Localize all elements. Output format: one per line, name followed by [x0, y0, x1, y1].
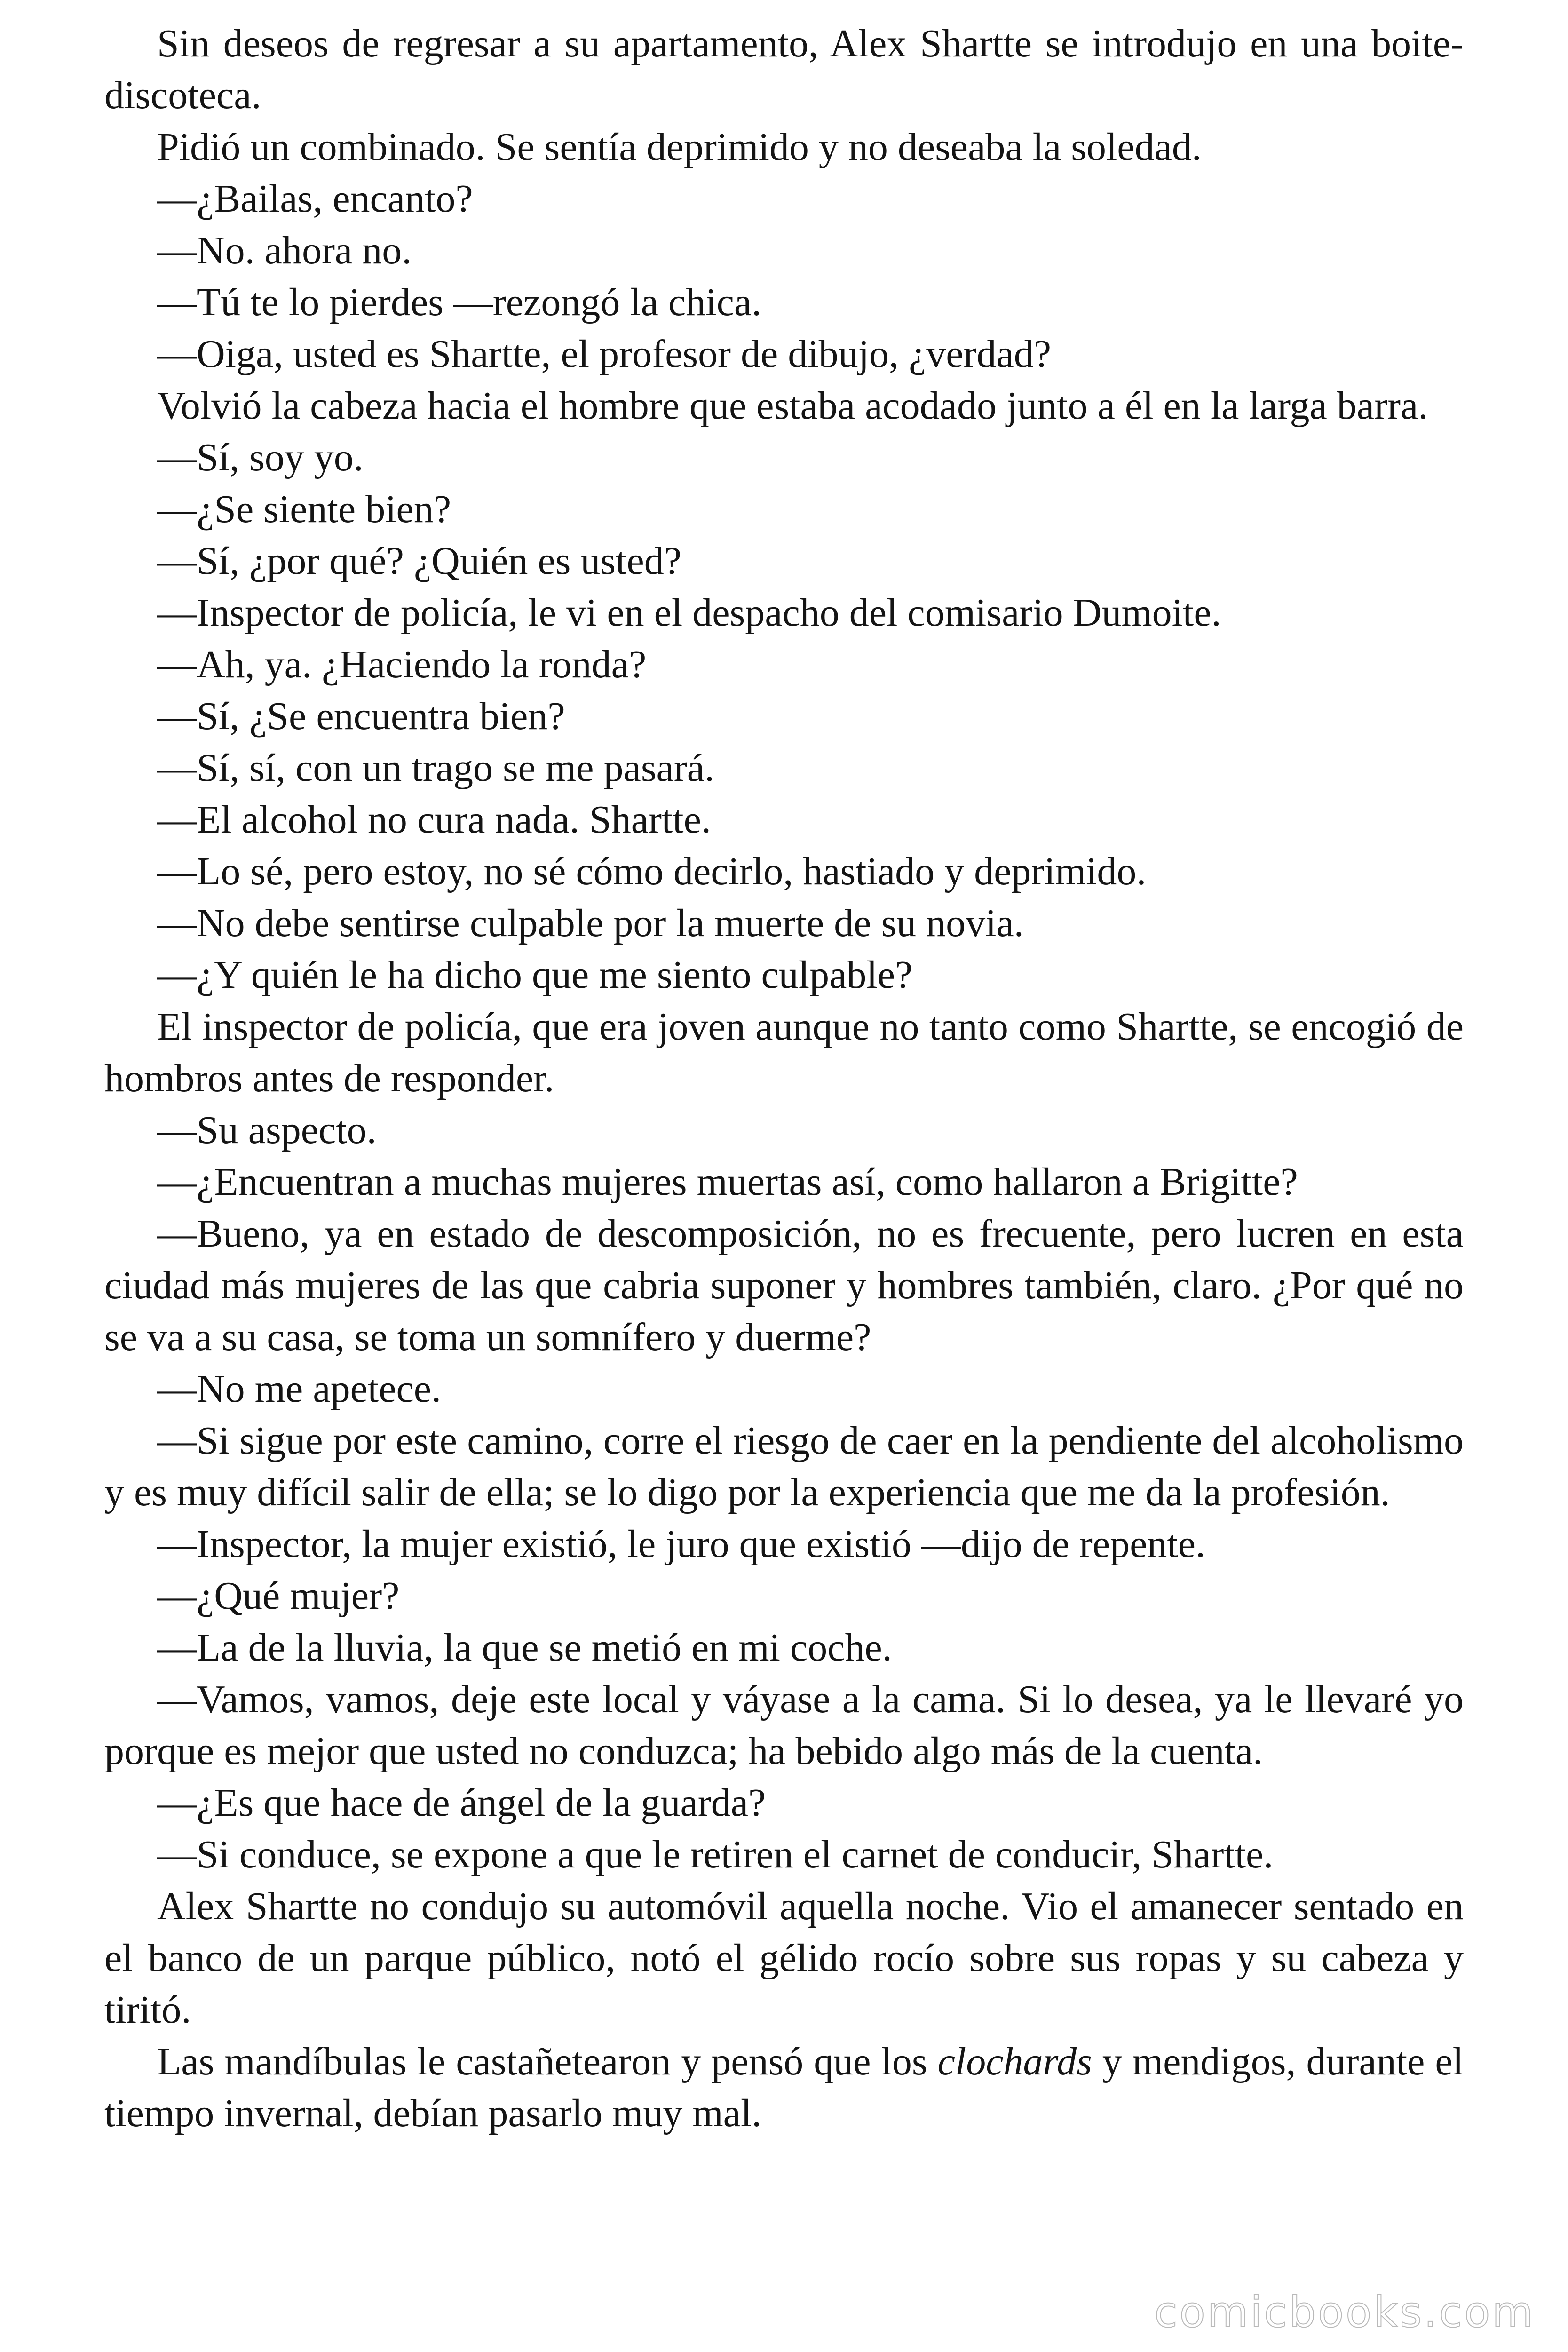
paragraph: —Lo sé, pero estoy, no sé cómo decirlo, hastiado y deprimido.	[157, 850, 1147, 893]
paragraph: —¿Qué mujer?	[157, 1574, 400, 1618]
paragraph: —Inspector, la mujer existió, le juro que existió —dijo de repente.	[157, 1522, 1206, 1566]
watermark: comicbooks.com	[1154, 2288, 1535, 2337]
paragraph: —Si sigue por este camino, corre el riesgo de caer en la pendiente del alcoholismo y es muy difícil salir de ella; se lo digo por la experiencia que me da la profesión.	[104, 1419, 1464, 1514]
paragraph: —Ah, ya. ¿Haciendo la ronda?	[157, 643, 647, 686]
paragraph: —El alcohol no cura nada. Shartte.	[157, 798, 711, 842]
paragraph: —Sí, sí, con un trago se me pasará.	[157, 746, 715, 790]
paragraph: —¿Es que hace de ángel de la guarda?	[157, 1781, 766, 1825]
paragraph: —Oiga, usted es Shartte, el profesor de dibujo, ¿verdad?	[157, 332, 1052, 376]
paragraph: —Si conduce, se expone a que le retiren el carnet de conducir, Shartte.	[157, 1833, 1274, 1876]
paragraph: Volvió la cabeza hacia el hombre que estaba acodado junto a él en la larga barra.	[157, 384, 1428, 428]
paragraph: —No me apetece.	[157, 1367, 442, 1411]
paragraph: —Sí, ¿Se encuentra bien?	[157, 694, 565, 738]
paragraph: —No. ahora no.	[157, 229, 412, 272]
paragraph: —¿Y quién le ha dicho que me siento culpable?	[157, 953, 913, 997]
last-paragraph-start: Las mandíbulas le castañetearon y pensó que los	[157, 2040, 938, 2083]
paragraph: —Sí, soy yo.	[157, 436, 364, 479]
page-body	[104, 18, 1464, 2139]
paragraph: —¿Bailas, encanto?	[157, 177, 473, 221]
paragraph: El inspector de policía, que era joven aunque no tanto como Shartte, se encogió de hombros antes de responder.	[104, 1005, 1464, 1100]
paragraph: —Tú te lo pierdes —rezongó la chica.	[157, 280, 762, 324]
paragraph: Pidió un combinado. Se sentía deprimido y no deseaba la soledad.	[157, 125, 1202, 169]
last-paragraph	[104, 2036, 1464, 2139]
paragraph: —Sí, ¿por qué? ¿Quién es usted?	[157, 539, 682, 583]
paragraph: —No debe sentirse culpable por la muerte de su novia.	[157, 901, 1024, 945]
paragraph: —¿Se siente bien?	[157, 487, 451, 531]
paragraph: —¿Encuentran a muchas mujeres muertas así, como hallaron a Brigitte?	[157, 1160, 1298, 1204]
emphasized-word: clochards	[937, 2040, 1092, 2083]
paragraph: —Inspector de policía, le vi en el despacho del comisario Dumoite.	[157, 591, 1221, 635]
paragraph: Sin deseos de regresar a su apartamento, Alex Shartte se introdujo en una boite-discoteca.	[104, 22, 1464, 117]
paragraph: —Bueno, ya en estado de descomposición, no es frecuente, pero lucren en esta ciudad más mujeres de las que cabria suponer y hombres también, claro. ¿Por qué no se va a su casa, se toma un somnífero y duerme?	[104, 1212, 1464, 1359]
last-paragraph-end: y mendigos, durante el tiempo invernal, debían pasarlo muy mal.	[104, 2040, 1464, 2135]
paragraph: Alex Shartte no condujo su automóvil aquella noche. Vio el amanecer sentado en el banco de un parque público, notó el gélido rocío sobre sus ropas y su cabeza y tiritó.	[104, 1884, 1464, 2032]
paragraph: —Su aspecto.	[157, 1108, 377, 1152]
paragraph: —La de la lluvia, la que se metió en mi coche.	[157, 1626, 892, 1669]
paragraph: —Vamos, vamos, deje este local y váyase a la cama. Si lo desea, ya le llevaré yo porque es mejor que usted no conduzca; ha bebido algo más de la cuenta.	[104, 1677, 1464, 1773]
